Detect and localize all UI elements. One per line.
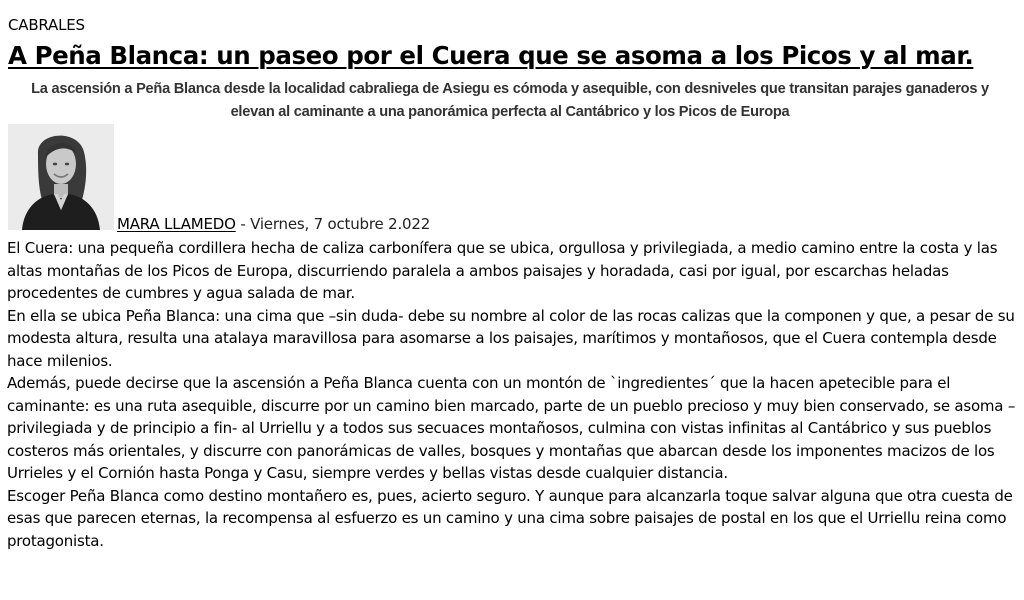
- body-paragraph-1: El Cuera: una pequeña cordillera hecha de caliza carbonífera que se ubica, orgullosa y privilegiada, a medio camino entre la costa y las altas montañas de los Picos de Europa, discurriendo paralela a ambos paisajes y horadada, casi por igual, por escarchas heladas procedentes de cumbres y agua salada de mar.: [7, 239, 998, 302]
- body-paragraph-3: Además, puede decirse que la ascensión a Peña Blanca cuenta con un montón de `ingredientes´ que la hacen apetecible para el caminante: es una ruta asequible, discurre por un camino bien marcado, parte de un pueblo precioso y muy bien conservado, se asoma –privilegiada y de principio a fin- al Urriellu y a todos sus secuaces montañosos, culmina con vistas infinitas al Cantábrico y sus pueblos costeros más orientales, y discurre con panorámicas de valles, bosques y montañas que abarcan desde los imponentes macizos de los Urrieles y el Cornión hasta Ponga y Casu, siempre verdes y bellas vistas desde cualquier distancia.: [7, 374, 1016, 482]
- byline: [117, 214, 430, 234]
- body-paragraph-4: Escoger Peña Blanca como destino montañero es, pues, acierto seguro. Y aunque para alcanzarla toque salvar alguna que otra cuesta de esas que parecen eternas, la recompensa al esfuerzo es un camino y una cima sobre paisajes de postal en los que el Urriellu reina como protagonista.: [7, 486, 1013, 550]
- publication-date: - Viernes, 7 octubre 2.022: [235, 215, 431, 233]
- article-body: [7, 237, 1017, 552]
- author-name-link[interactable]: MARA LLAMEDO: [117, 215, 236, 233]
- author-portrait-icon: [8, 124, 114, 230]
- body-paragraph-2: En ella se ubica Peña Blanca: una cima que –sin duda- debe su nombre al color de las rocas calizas que la componen y que, a pesar de su modesta altura, resulta una atalaya maravillosa para asomarse a los paisajes, marítimos y montañosos, que el Cuera contempla desde hace milenios.: [7, 306, 1015, 370]
- author-photo: [8, 124, 114, 230]
- article-headline[interactable]: A Peña Blanca: un paseo por el Cuera que se asoma a los Picos y al mar.: [8, 41, 974, 70]
- article-subtitle: La ascensión a Peña Blanca desde la localidad cabraliega de Asiegu es cómoda y asequible, con desniveles que transitan parajes ganaderos y elevan al caminante a una panorámica perfecta al Cantábrico y los Picos de Europa: [31, 81, 989, 120]
- section-label: CABRALES: [8, 16, 85, 34]
